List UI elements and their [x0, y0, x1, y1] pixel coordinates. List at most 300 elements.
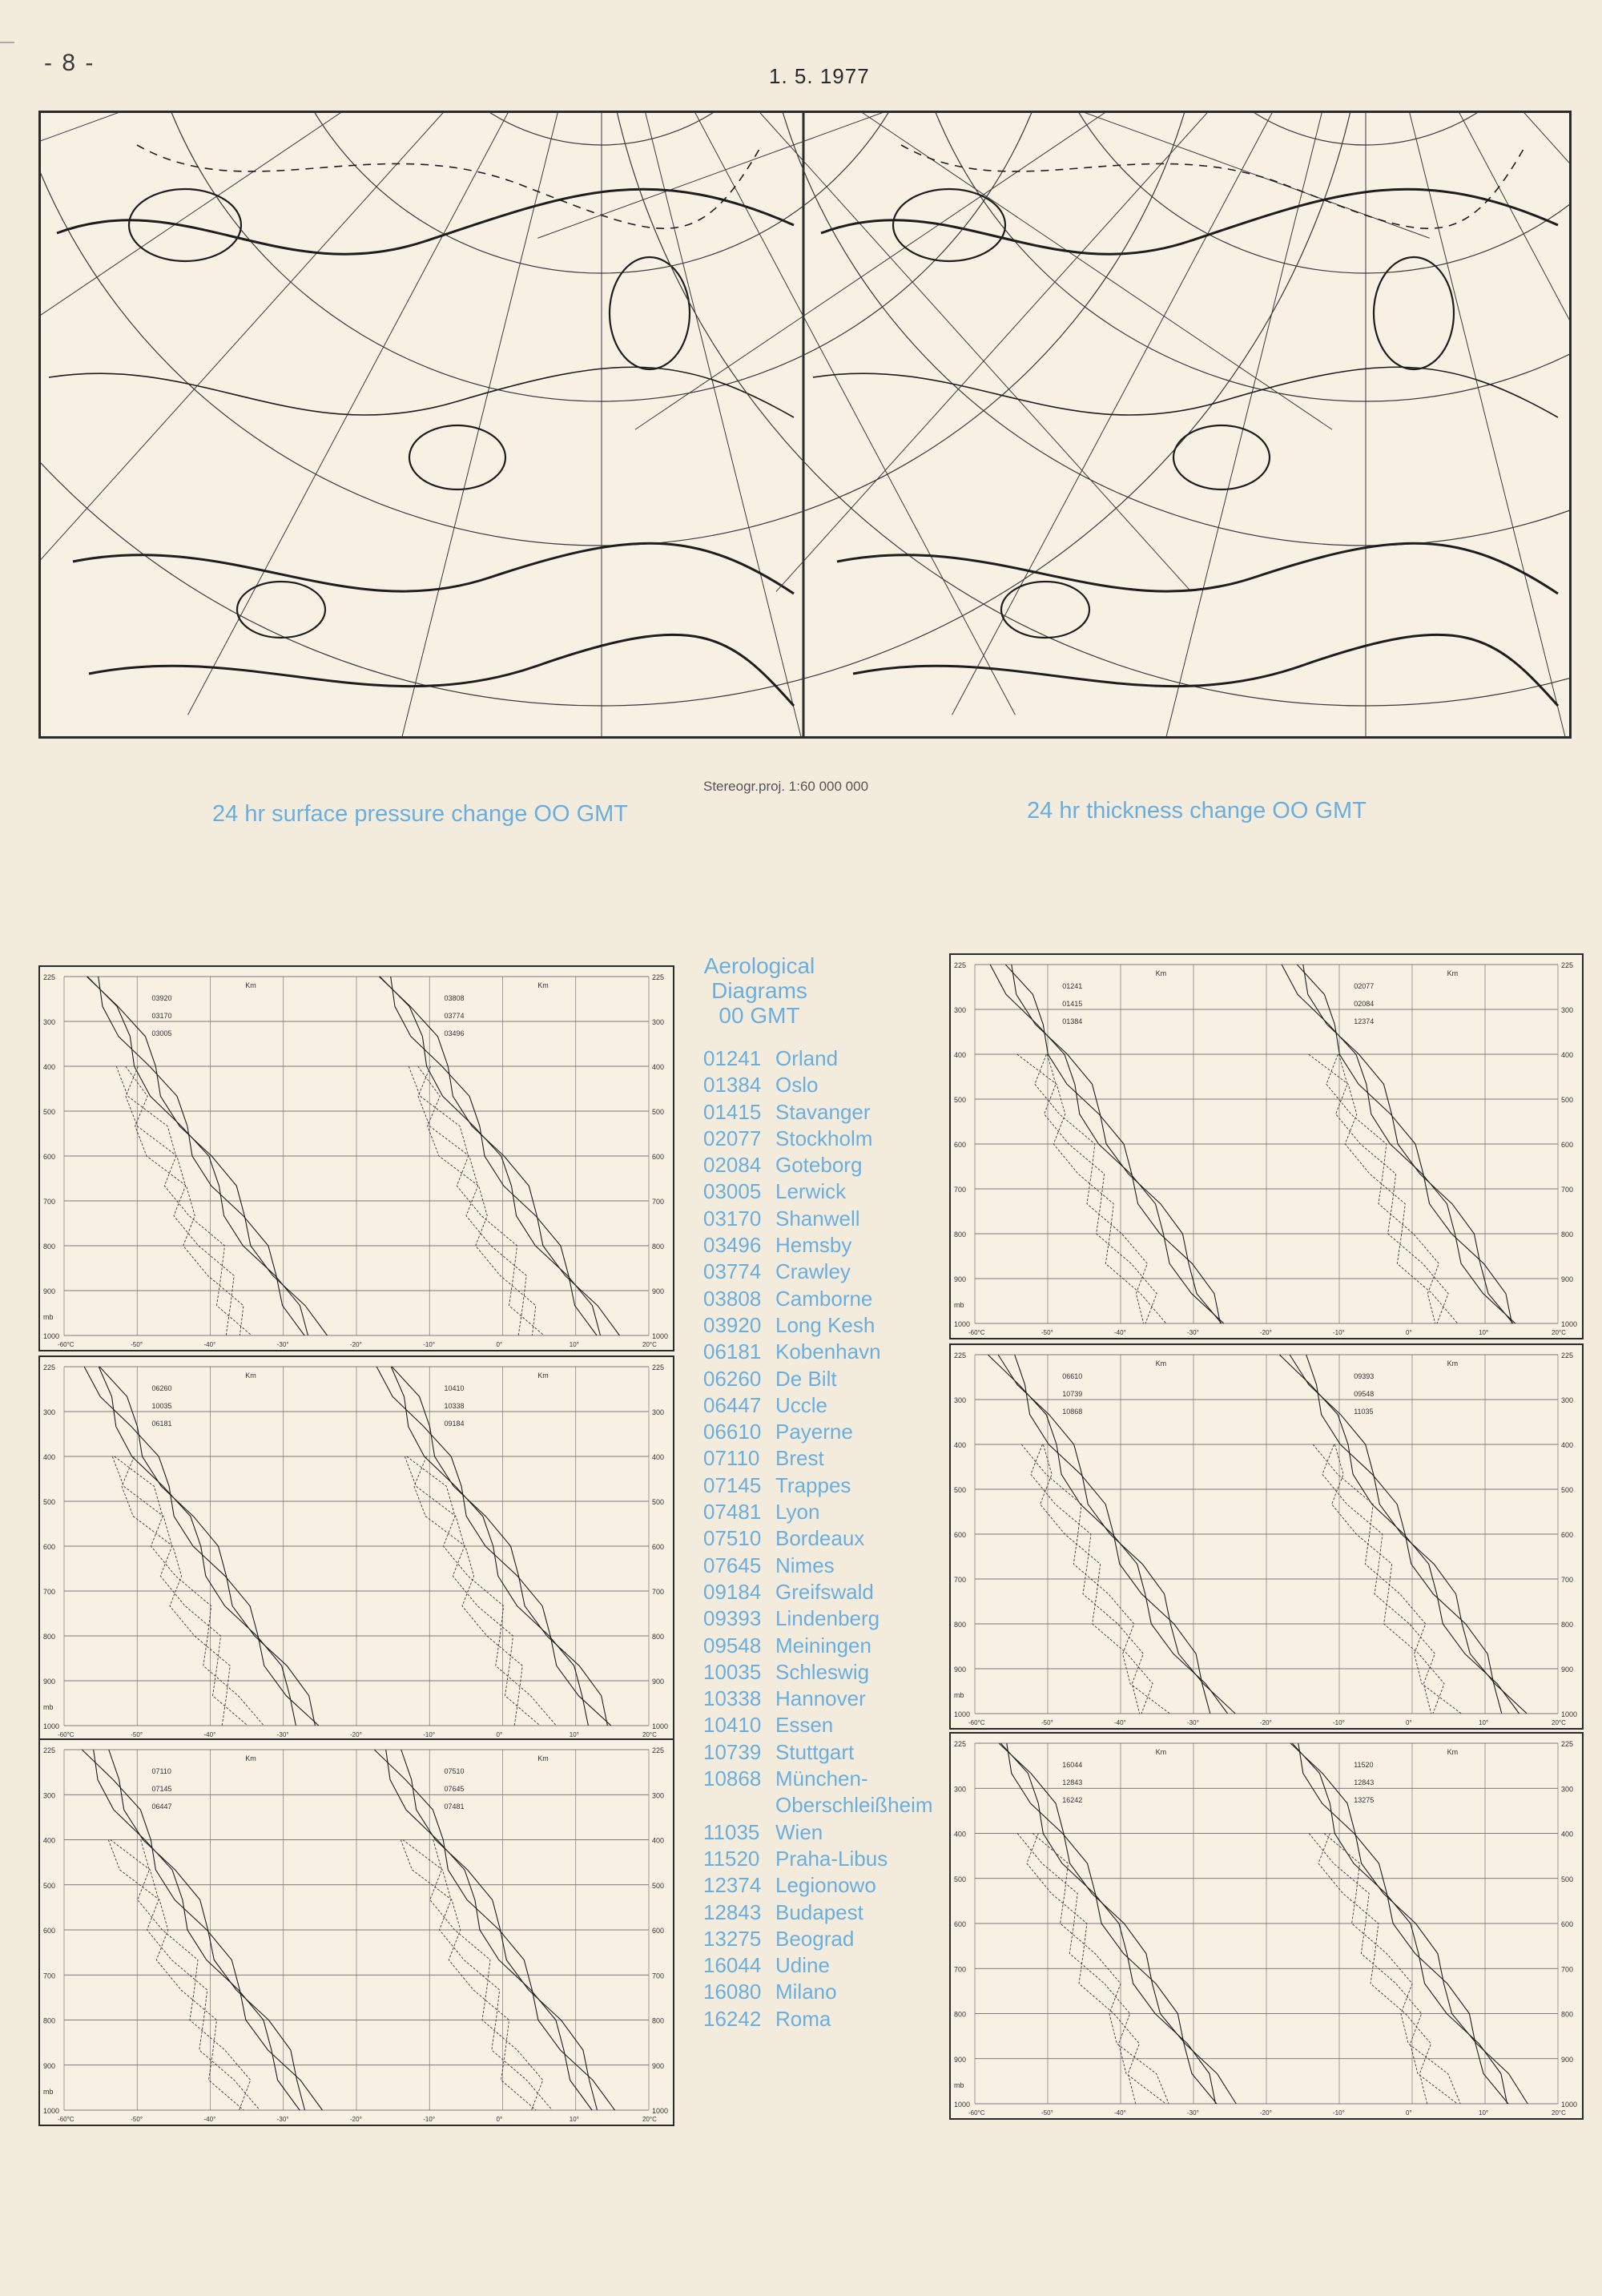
pressure-tick-label: 300 [1561, 1006, 1574, 1014]
diagram-station-code: 03920 [151, 994, 172, 1002]
station-name: Lerwick [775, 1179, 847, 1204]
pressure-tick-label: 400 [652, 1453, 665, 1461]
temp-tick-label: -40° [203, 1731, 216, 1738]
station-name: De Bilt [775, 1366, 837, 1391]
station-code: 11520 [703, 1846, 760, 1871]
closed-contour [1001, 582, 1089, 638]
pressure-tick-label: 500 [1561, 1096, 1574, 1104]
station-item [703, 1045, 933, 1072]
km-label: Km [1447, 969, 1459, 977]
pressure-tick-label: 600 [954, 1920, 967, 1928]
temp-tick-label: -10° [1333, 1719, 1345, 1726]
station-name: Essen [775, 1713, 834, 1738]
diagram-station-code: 06447 [151, 1803, 172, 1811]
station-name: Crawley [775, 1259, 851, 1284]
km-label: Km [537, 981, 549, 989]
station-item [703, 1472, 933, 1499]
temp-tick-label: 20°C [642, 1341, 657, 1348]
temp-tick-label: 20°C [642, 1731, 657, 1738]
diagram-station-code: 02077 [1354, 982, 1375, 990]
diagram-station-code: 13275 [1354, 1796, 1375, 1804]
station-name: Legionowo [775, 1873, 876, 1898]
pressure-tick-label: 500 [1561, 1875, 1574, 1883]
mb-label: mb [954, 2081, 964, 2089]
pressure-tick-label: 225 [43, 1364, 56, 1372]
temp-tick-label: -20° [1260, 2109, 1272, 2117]
closed-contour [1374, 257, 1454, 369]
pressure-tick-label: 600 [954, 1531, 967, 1539]
meridian-line [1366, 113, 1569, 429]
station-item [703, 1899, 933, 1926]
diagram-station-code: 10410 [444, 1384, 465, 1392]
station-code: 01384 [703, 1073, 762, 1098]
pressure-tick-label: 1000 [43, 1332, 60, 1340]
pressure-tick-label: 800 [1561, 1621, 1574, 1629]
temp-tick-label: -40° [203, 2116, 216, 2123]
pressure-tick-label: 1000 [954, 2101, 971, 2109]
pressure-tick-label: 225 [652, 973, 665, 981]
temp-tick-label: -60°C [58, 1731, 74, 1738]
pressure-tick-label: 600 [954, 1141, 967, 1149]
diagram-station-code: 12843 [1062, 1778, 1083, 1786]
station-name: Wien [775, 1819, 823, 1844]
station-code: 06447 [703, 1392, 762, 1417]
isoline [89, 634, 794, 706]
station-code: 03808 [703, 1286, 762, 1311]
km-label: Km [245, 1372, 256, 1380]
pressure-tick-label: 800 [954, 2010, 967, 2019]
pressure-tick-label: 400 [1561, 1441, 1574, 1449]
pressure-tick-label: 400 [954, 1830, 967, 1839]
station-item [703, 1739, 933, 1766]
isoline [837, 543, 1558, 594]
station-code: 13275 [703, 1926, 762, 1951]
station-code: 10035 [703, 1659, 762, 1684]
pressure-tick-label: 600 [1561, 1141, 1574, 1149]
temp-tick-label: -10° [423, 2116, 436, 2123]
thickness-change-map [537, 113, 1569, 736]
diagram-station-code: 07510 [444, 1767, 465, 1775]
station-code: 06181 [703, 1339, 762, 1364]
latitude-circle [757, 113, 1569, 546]
pressure-tick-label: 600 [652, 1543, 665, 1551]
page-date: 1. 5. 1977 [769, 64, 870, 88]
station-code: 03920 [703, 1312, 762, 1337]
diagram-svg [951, 1345, 1582, 1728]
station-name: Lyon [775, 1500, 820, 1525]
aerological-diagram-6 [949, 1732, 1584, 2120]
station-name: Orland [775, 1046, 839, 1070]
meridian-line [1153, 113, 1366, 736]
station-name: Camborne [775, 1286, 873, 1311]
temp-tick-label: -60°C [968, 2109, 985, 2117]
temp-tick-label: -10° [423, 1341, 436, 1348]
station-name: Roma [775, 2006, 831, 2031]
pressure-tick-label: 700 [1561, 1965, 1574, 1974]
km-label: Km [537, 1754, 549, 1762]
diagram-svg [40, 967, 673, 1350]
latitude-circle [1029, 113, 1569, 273]
station-item [703, 1232, 933, 1259]
weather-maps-panel [38, 111, 1572, 739]
pressure-tick-label: 900 [1561, 1275, 1574, 1283]
station-code: 01415 [703, 1099, 762, 1124]
diagram-station-code: 10338 [444, 1402, 465, 1410]
diagram-station-code: 03170 [151, 1012, 172, 1020]
pressure-tick-label: 400 [652, 1063, 665, 1071]
temp-tick-label: 20°C [1552, 1329, 1566, 1336]
station-item [703, 1872, 933, 1899]
station-code: 03170 [703, 1206, 762, 1231]
temp-tick-label: 10° [1479, 1329, 1489, 1336]
meridian-line [602, 113, 1015, 715]
station-item [703, 1286, 933, 1312]
pressure-tick-label: 600 [1561, 1920, 1574, 1928]
km-label: Km [245, 1754, 256, 1762]
pressure-tick-label: 900 [1561, 2055, 1574, 2064]
fold-mark [0, 42, 14, 43]
pressure-tick-label: 800 [652, 1243, 665, 1251]
temp-tick-label: 20°C [1552, 2109, 1566, 2117]
isoline [57, 189, 794, 254]
station-code: 03005 [703, 1179, 762, 1204]
station-item [703, 1312, 933, 1339]
station-code: 10338 [703, 1686, 762, 1711]
pressure-tick-label: 900 [652, 2061, 665, 2070]
diagram-station-code: 09184 [444, 1420, 465, 1428]
temp-tick-label: -50° [1041, 2109, 1053, 2117]
temp-tick-label: 0° [496, 2116, 503, 2123]
pressure-tick-label: 400 [652, 1836, 665, 1845]
meridian-line [41, 113, 602, 591]
page-number: - 8 - [44, 50, 95, 76]
temp-tick-label: -50° [1041, 1329, 1053, 1336]
pressure-tick-label: 225 [1561, 1351, 1574, 1359]
pressure-tick-label: 500 [652, 1881, 665, 1890]
station-item [703, 1605, 933, 1632]
pressure-tick-label: 300 [954, 1396, 967, 1404]
meridian-line [1366, 113, 1569, 715]
weather-maps-svg [41, 113, 1569, 736]
aerological-diagram-1 [38, 965, 674, 1351]
pressure-tick-label: 300 [1561, 1785, 1574, 1794]
pressure-tick-label: 400 [954, 1051, 967, 1059]
km-label: Km [1447, 1748, 1459, 1756]
pressure-tick-label: 700 [43, 1588, 56, 1596]
pressure-tick-label: 700 [43, 1972, 56, 1980]
station-item [703, 1099, 933, 1126]
temp-tick-label: -30° [276, 1341, 289, 1348]
diagram-station-code: 10868 [1062, 1408, 1083, 1416]
pressure-tick-label: 300 [652, 1408, 665, 1416]
station-code: 06610 [703, 1420, 762, 1444]
temp-tick-label: -50° [131, 1731, 143, 1738]
pressure-tick-label: 900 [1561, 1666, 1574, 1674]
diagram-station-code: 12374 [1354, 1017, 1375, 1025]
station-name: Beograd [775, 1926, 855, 1951]
pressure-tick-label: 800 [43, 2016, 56, 2025]
temp-tick-label: -20° [1260, 1719, 1272, 1726]
temp-tick-label: 10° [569, 2116, 579, 2123]
meridian-line [388, 113, 602, 736]
pressure-tick-label: 1000 [43, 1722, 60, 1730]
diagram-station-code: 01415 [1062, 1000, 1083, 1008]
temp-tick-label: -20° [350, 2116, 362, 2123]
pressure-tick-label: 1000 [43, 2107, 60, 2115]
temp-tick-label: -30° [276, 1731, 289, 1738]
temp-tick-label: -50° [131, 2116, 143, 2123]
station-name: Meiningen [775, 1633, 871, 1658]
pressure-tick-label: 300 [954, 1006, 967, 1014]
pressure-tick-label: 600 [43, 1543, 56, 1551]
pressure-tick-label: 300 [1561, 1396, 1574, 1404]
temp-tick-label: 0° [496, 1731, 503, 1738]
pressure-tick-label: 225 [652, 1746, 665, 1754]
station-item [703, 1633, 933, 1659]
mb-label: mb [43, 1703, 54, 1711]
pressure-tick-label: 700 [652, 1198, 665, 1206]
pressure-tick-label: 700 [954, 1576, 967, 1584]
closed-contour [237, 582, 325, 638]
pressure-tick-label: 800 [652, 1633, 665, 1641]
station-name: Uccle [775, 1392, 828, 1417]
pressure-tick-label: 1000 [1561, 1710, 1578, 1718]
pressure-tick-label: 600 [652, 1927, 665, 1935]
pressure-tick-label: 1000 [652, 1332, 669, 1340]
station-code: 07481 [703, 1500, 762, 1525]
pressure-tick-label: 800 [43, 1633, 56, 1641]
diagram-station-code: 03496 [444, 1029, 465, 1037]
station-name: Greifswald [775, 1579, 874, 1604]
temp-tick-label: -40° [203, 1341, 216, 1348]
station-item [703, 1553, 933, 1579]
temp-tick-label: -50° [1041, 1719, 1053, 1726]
station-code: 07645 [703, 1553, 762, 1577]
pressure-tick-label: 900 [43, 1678, 56, 1686]
pressure-tick-label: 500 [652, 1108, 665, 1116]
closed-contour [409, 425, 505, 489]
pressure-tick-label: 600 [43, 1927, 56, 1935]
temp-tick-label: -60°C [58, 2116, 74, 2123]
temp-tick-label: -60°C [58, 1341, 74, 1348]
diagram-station-code: 12843 [1354, 1778, 1375, 1786]
pressure-tick-label: 1000 [1561, 1320, 1578, 1328]
temp-tick-label: 20°C [1552, 1719, 1566, 1726]
pressure-tick-label: 500 [652, 1498, 665, 1506]
pressure-tick-label: 1000 [1561, 2101, 1578, 2109]
diagram-svg [40, 1357, 673, 1740]
pressure-tick-label: 225 [1561, 1740, 1574, 1748]
station-name: Udine [775, 1953, 830, 1978]
temp-tick-label: -10° [423, 1731, 436, 1738]
station-code: 10868 [703, 1766, 762, 1791]
temp-tick-label: -60°C [968, 1719, 985, 1726]
temp-tick-label: 10° [569, 1341, 579, 1348]
pressure-tick-label: 900 [43, 2061, 56, 2070]
station-item [703, 1259, 933, 1285]
pressure-tick-label: 800 [652, 2016, 665, 2025]
isoline [853, 634, 1558, 706]
pressure-tick-label: 700 [652, 1972, 665, 1980]
pressure-tick-label: 300 [652, 1791, 665, 1800]
meridian-line [1366, 113, 1569, 736]
station-name: Praha-Libus [775, 1846, 888, 1871]
pressure-tick-label: 1000 [954, 1710, 971, 1718]
pressure-tick-label: 400 [43, 1453, 56, 1461]
aerological-diagram-2 [38, 1355, 674, 1742]
pressure-tick-label: 900 [954, 1666, 967, 1674]
station-item [703, 2006, 933, 2032]
pressure-tick-label: 1000 [652, 1722, 669, 1730]
km-label: Km [537, 1372, 549, 1380]
pressure-tick-label: 900 [954, 2055, 967, 2064]
station-code: 16044 [703, 1953, 762, 1978]
station-item [703, 1126, 933, 1152]
station-code: 03774 [703, 1259, 762, 1284]
km-label: Km [1447, 1359, 1459, 1368]
pressure-tick-label: 225 [954, 1740, 967, 1748]
pressure-tick-label: 800 [1561, 1231, 1574, 1239]
diagram-station-code: 06610 [1062, 1372, 1083, 1380]
station-name: Long Kesh [775, 1312, 875, 1337]
station-item [703, 1392, 933, 1419]
station-item [703, 1445, 933, 1472]
km-label: Km [1155, 969, 1167, 977]
pressure-tick-label: 225 [652, 1364, 665, 1372]
station-item [703, 1979, 933, 2005]
meridian-line [41, 113, 602, 429]
diagram-station-code: 06181 [151, 1420, 172, 1428]
temp-tick-label: -30° [1187, 1329, 1199, 1336]
closed-contour [610, 257, 690, 369]
pressure-tick-label: 500 [43, 1498, 56, 1506]
station-code: 11035 [703, 1819, 760, 1844]
station-name: Hannover [775, 1686, 866, 1711]
mb-label: mb [43, 2088, 54, 2096]
mb-label: mb [954, 1301, 964, 1309]
projection-note: Stereogr.proj. 1:60 000 000 [703, 779, 869, 794]
pressure-tick-label: 600 [1561, 1531, 1574, 1539]
pressure-tick-label: 700 [1561, 1186, 1574, 1194]
station-name: Hemsby [775, 1233, 852, 1258]
temp-tick-label: 10° [569, 1731, 579, 1738]
station-code: 09548 [703, 1633, 762, 1658]
station-code: 10410 [703, 1713, 762, 1738]
meridian-line [537, 113, 1366, 238]
pressure-tick-label: 800 [43, 1243, 56, 1251]
station-item [703, 1952, 933, 1979]
pressure-tick-label: 400 [43, 1836, 56, 1845]
temp-tick-label: -30° [276, 2116, 289, 2123]
station-item [703, 1659, 933, 1686]
pressure-tick-label: 900 [43, 1287, 56, 1295]
temp-tick-label: 0° [496, 1341, 503, 1348]
diagram-station-code: 10739 [1062, 1390, 1083, 1398]
pressure-tick-label: 600 [43, 1153, 56, 1161]
station-item [703, 1712, 933, 1738]
station-item [703, 1579, 933, 1605]
meridian-line [635, 113, 1366, 429]
meridian-line [1366, 113, 1569, 238]
diagram-station-code: 01241 [1062, 982, 1083, 990]
station-item [703, 1819, 933, 1846]
diagram-station-code: 07645 [444, 1785, 465, 1793]
aerological-title-line2: Diagrams [711, 978, 807, 1003]
temp-tick-label: 0° [1406, 2109, 1412, 2117]
station-code: 01241 [703, 1046, 762, 1070]
station-code: 16080 [703, 1980, 762, 2004]
diagram-svg [951, 955, 1582, 1338]
station-name: Brest [775, 1446, 824, 1471]
station-code: 09184 [703, 1579, 762, 1604]
diagram-svg [951, 1734, 1582, 2118]
pressure-tick-label: 500 [1561, 1486, 1574, 1494]
temp-tick-label: -20° [350, 1731, 362, 1738]
km-label: Km [1155, 1359, 1167, 1368]
meridian-line [1366, 113, 1569, 591]
station-name: Shanwell [775, 1206, 860, 1231]
station-name: Nimes [775, 1553, 835, 1577]
station-name: Payerne [775, 1420, 853, 1444]
diagram-station-code: 07481 [444, 1803, 465, 1811]
isoline [813, 367, 1558, 417]
pressure-tick-label: 300 [954, 1785, 967, 1794]
km-label: Km [1155, 1748, 1167, 1756]
station-item [703, 1339, 933, 1365]
station-code: 02077 [703, 1126, 762, 1150]
diagram-station-code: 09548 [1354, 1390, 1375, 1398]
km-label: Km [245, 981, 256, 989]
pressure-tick-label: 400 [954, 1441, 967, 1449]
aerological-heading [695, 953, 823, 1028]
pressure-tick-label: 900 [954, 1275, 967, 1283]
meridian-line [602, 113, 815, 736]
station-code: 12374 [703, 1873, 762, 1898]
diagram-station-code: 07110 [151, 1767, 171, 1775]
station-item [703, 1846, 933, 1872]
pressure-tick-label: 225 [954, 1351, 967, 1359]
station-name: Trappes [775, 1472, 851, 1497]
station-name: Milano [775, 1980, 837, 2004]
pressure-tick-label: 300 [43, 1791, 56, 1800]
station-name: Stockholm [775, 1126, 873, 1150]
station-code: 16242 [703, 2006, 762, 2031]
diagram-station-code: 03808 [444, 994, 465, 1002]
station-name: Budapest [775, 1899, 863, 1924]
pressure-tick-label: 500 [43, 1108, 56, 1116]
diagram-station-code: 03774 [444, 1012, 465, 1020]
diagram-station-code: 07145 [151, 1785, 172, 1793]
pressure-tick-label: 900 [652, 1287, 665, 1295]
pressure-tick-label: 900 [652, 1678, 665, 1686]
temp-tick-label: -20° [350, 1341, 362, 1348]
pressure-tick-label: 225 [954, 961, 967, 969]
pressure-tick-label: 800 [1561, 2010, 1574, 2019]
temp-tick-label: 20°C [642, 2116, 657, 2123]
station-name: Lindenberg [775, 1606, 880, 1631]
diagram-station-code: 02084 [1354, 1000, 1375, 1008]
station-code: 03496 [703, 1233, 762, 1258]
diagram-station-code: 11520 [1354, 1761, 1374, 1769]
diagram-station-code: 16044 [1062, 1761, 1083, 1769]
pressure-tick-label: 700 [1561, 1576, 1574, 1584]
pressure-tick-label: 500 [43, 1881, 56, 1890]
pressure-tick-label: 500 [954, 1096, 967, 1104]
isoline [821, 189, 1558, 254]
diagram-svg [40, 1740, 673, 2125]
meridian-line [602, 113, 1430, 238]
temp-tick-label: -60°C [968, 1329, 985, 1336]
